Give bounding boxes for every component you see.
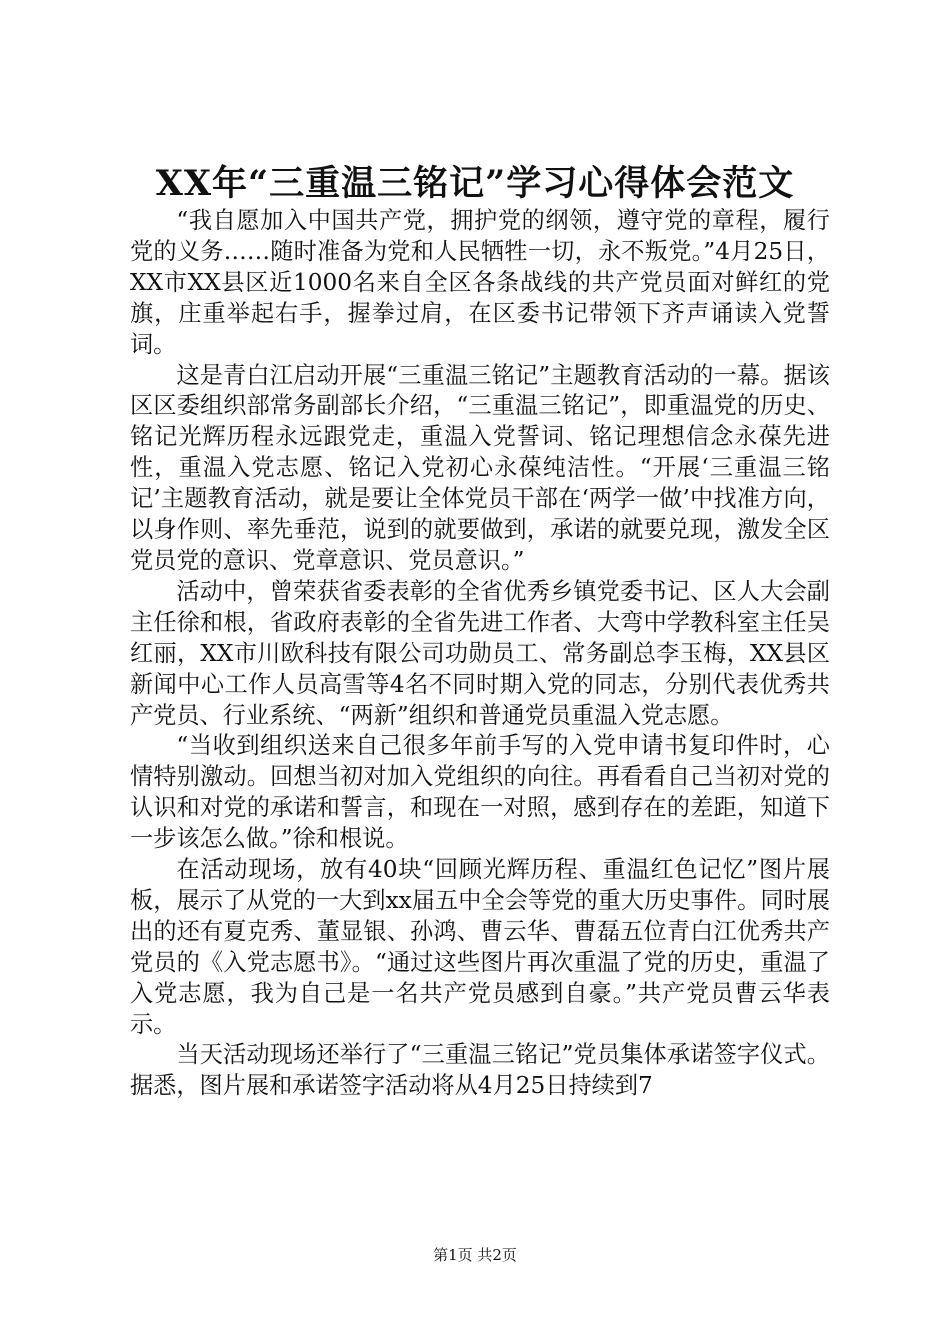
paragraph: “当收到组织送来自己很多年前手写的入党申请书复印件时，心情特别激动。回想当初对加入党组织的向往。再看看自己当初对党的认识和对党的承诺和誓言，和现在一对照，感到存在的差距，知道下一步该怎么做。”徐和根说。 <box>130 732 830 853</box>
paragraph: 活动中，曾荣获省委表彰的全省优秀乡镇党委书记、区人大会副主任徐和根，省政府表彰的全省先进工作者、大弯中学教科室主任吴红丽，XX市川欧科技有限公司功勋员工、常务副总李玉梅，XX县区新闻中心工作人员高雪等4名不同时期入党的同志，分别代表优秀共产党员、行业系统、“两新”组织和普通党员重温入党志愿。 <box>130 577 830 729</box>
paragraph: 这是青白江启动开展“三重温三铭记”主题教育活动的一幕。据该区区委组织部常务副部长介绍，“三重温三铭记”，即重温党的历史、铭记光辉历程永远跟党走，重温入党誓词、铭记理想信念永葆先进性，重温入党志愿、铭记入党初心永葆纯洁性。“开展‘三重温三铭记’主题教育活动，就是要让全体党员干部在‘两学一做’中找准方向，以身作则、率先垂范，说到的就要做到，承诺的就要兑现，激发全区党员党的意识、党章意识、党员意识。” <box>130 361 830 574</box>
paragraph: “我自愿加入中国共产党，拥护党的纲领，遵守党的章程，履行党的义务……随时准备为党和人民牺牲一切，永不叛党。”4月25日，XX市XX县区近1000名来自全区各条战线的共产党员面对鲜红的党旗，庄重举起右手，握拳过肩，在区委书记带领下齐声诵读入党誓词。 <box>130 207 830 358</box>
paragraph: 当天活动现场还举行了“三重温三铭记”党员集体承诺签字仪式。据悉，图片展和承诺签字活动将从4月25日持续到7 <box>130 1041 830 1100</box>
document-body <box>130 206 830 1102</box>
paragraph: 在活动现场，放有40块“回顾光辉历程、重温红色记忆”图片展板，展示了从党的一大到xx届五中全会等党的重大历史事件。同时展出的还有夏克秀、董显银、孙鸿、曹云华、曹磊五位青白江优秀共产党员的《入党志愿书》。“通过这些图片再次重温了党的历史，重温了入党志愿，我为自己是一名共产党员感到自豪。”共产党员曹云华表示。 <box>130 856 830 1038</box>
document-title: XX年“三重温三铭记”学习心得体会范文 <box>155 163 795 204</box>
page-footer: 第1页 共2页 <box>433 1246 517 1264</box>
